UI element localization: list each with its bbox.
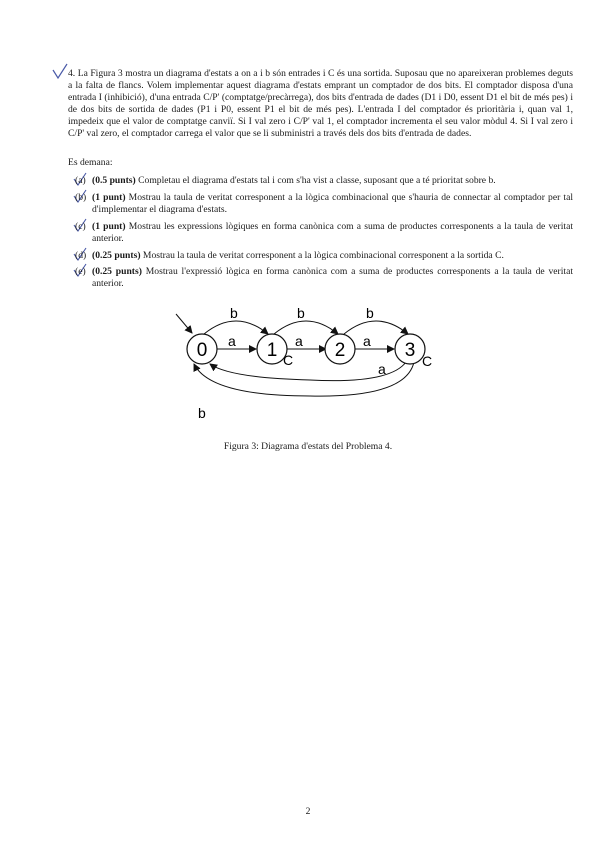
label-b-0-1: b [230, 305, 238, 321]
label-a-0-1: a [228, 333, 236, 349]
problem-statement [68, 68, 573, 139]
question-item-e [75, 266, 573, 290]
edge-a-3-0 [210, 362, 406, 381]
label-a-2-3: a [363, 333, 371, 349]
output-state-1: C [283, 352, 294, 368]
question-label: (a) [75, 175, 86, 186]
problem-number: 4. [68, 68, 76, 79]
question-label: (d) [75, 249, 87, 261]
question-list [75, 175, 573, 295]
question-text: Mostrau la taula de veritat corresponent a la lògica combinacional que s'hauria de connectar al comptador per tal d'implementar el diagrama d'estats. [92, 191, 574, 215]
question-text: Completau el diagrama d'estats tal i com s'ha vist a classe, suposant que a té prioritat sobre b. [138, 175, 496, 186]
label-a-3-0: a [378, 361, 386, 377]
state-1-label: 1 [266, 340, 278, 361]
output-state-3: C [422, 353, 433, 369]
question-label: (e) [75, 266, 86, 278]
label-a-1-2: a [295, 333, 303, 349]
question-item-b [75, 192, 573, 216]
ask-label: Es demana: [68, 157, 113, 168]
edge-b-0-1 [204, 321, 268, 334]
label-b-2-3: b [366, 305, 374, 321]
question-points: (0.25 punts) [92, 249, 141, 261]
problem-text: La Figura 3 mostra un diagrama d'estats a on a i b són entrades i C és una sortida. Suposau que no apareixeran problemes deguts a la falta de flancs. Volem implementar aquest diagrama d'estats emprant un comptador de dos bits. El comptador disposa d'una entrada I (inhibició), d'una entrada C/P' (comptatge/precàrrega), dos bits d'entrada de dades (D1 i D0, essent D1 el bit de més pes) i de dos bits de sortida de dades (P1 i P0, essent P1 el bit de més pes). L'entrada I del comptador és prioritària i, quan val 1, impedeix que el valor de comptatge canviï. Si I val zero i C/P' val 1, el comptador incrementa el seu valor mòdul 4. Si I val zero i C/P' val zero, el comptador carrega el valor que se li subministri a través dels dos bits d'entrada de dades. [68, 68, 574, 139]
page-number: 2 [305, 806, 311, 817]
label-b-1-2: b [297, 305, 305, 321]
question-points: (1 punt) [92, 220, 126, 232]
checkmark-icon [50, 62, 70, 82]
question-item-a [75, 175, 573, 187]
edge-b-1-2 [274, 321, 338, 334]
question-points: (0.25 punts) [92, 266, 142, 278]
question-text: Mostrau l'expressió lògica en forma canònica com a suma de productes corresponents a la taula de veritat anterior. [92, 266, 573, 290]
question-points: (1 punt) [92, 191, 126, 203]
state-0-label: 0 [196, 340, 208, 361]
question-label: (c) [75, 220, 86, 232]
label-b-3-0: b [198, 405, 206, 421]
figure-caption: Figura 3: Diagrama d'estats del Problema 4. [223, 441, 393, 452]
state-2-label: 2 [334, 340, 346, 361]
question-item-d [75, 250, 573, 262]
state-3-label: 3 [404, 340, 416, 361]
question-text: Mostrau la taula de veritat corresponent a la lògica combinacional corresponent a la sortida C. [142, 249, 504, 261]
question-text: Mostrau les expressions lògiques en forma canònica com a suma de productes corresponents a la taula de veritat anterior. [92, 220, 573, 244]
edge-b-2-3 [344, 321, 408, 334]
question-points: (0.5 punts) [92, 175, 136, 186]
initial-arrow [176, 314, 192, 333]
question-label: (b) [75, 191, 87, 203]
question-item-c [75, 221, 573, 245]
state-diagram [170, 298, 450, 428]
